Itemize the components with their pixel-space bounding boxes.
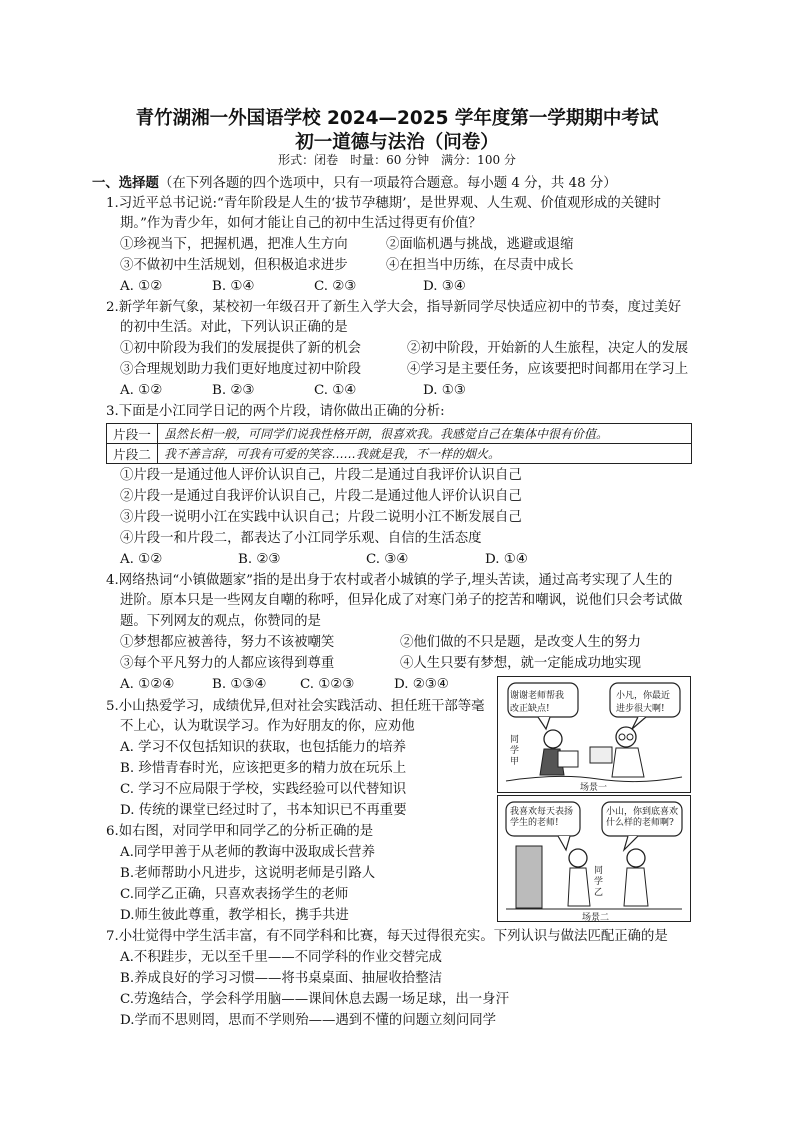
q1-option-b: B. ①④ — [212, 279, 255, 294]
q4-option-b: B. ①③④ — [212, 677, 267, 692]
scene2-bubble-left-text: 我喜欢每天表扬学生的老师! — [510, 807, 574, 828]
q5-option-c: C. 学习不应局限于学校，实践经验可以代替知识 — [120, 782, 407, 797]
q1-statement-2: ②面临机遇与挑战，逃避或退缩 — [386, 237, 574, 252]
q7-option-b: B.养成良好的学习习惯——将书桌桌面、抽屉收拾整洁 — [120, 971, 443, 986]
fragment-1-text: 虽然长相一般，可同学们说我性格开朗，很喜欢我。我感觉自己在集体中很有价值。 — [158, 424, 692, 444]
fragment-row-1 — [107, 424, 692, 444]
q5-option-d: D. 传统的课堂已经过时了，书本知识已不再重要 — [120, 803, 407, 818]
scene1-caption: 场景一 — [580, 783, 608, 793]
q3-option-b: B. ②③ — [238, 552, 281, 567]
q3-statement-3: ③片段一说明小江在实践中认识自己；片段二说明小江不断发展自己 — [120, 510, 522, 525]
exam-title: 青竹湖湘一外国语学校 2024—2025 学年度第一学期期中考试 — [135, 108, 659, 129]
q3-option-c: C. ③④ — [366, 552, 409, 567]
scene2-student-label: 同学乙 — [594, 866, 604, 898]
q4-stem-line2: 进阶。原本只是一些网友自嘲的称呼，但异化成了对寒门弟子的挖苦和嘲讽，说他们只会考试做 — [120, 593, 683, 608]
q4-statement-1: ①梦想都应被善待，努力不该被嘲笑 — [120, 635, 335, 650]
comic-scene-2 — [497, 795, 691, 922]
q4-option-c: C. ①②③ — [300, 677, 355, 692]
q5-stem-line1: 5.小山热爱学习，成绩优异,但对社会实践活动、担任班干部等毫 — [106, 699, 485, 714]
q4-statement-2: ②他们做的不只是题，是改变人生的努力 — [400, 635, 642, 650]
q2-stem-line1: 2.新学年新气象，某校初一年级召开了新生入学大会，指导新同学尽快适应初中的节奏，度过美好 — [106, 300, 682, 315]
q1-option-c: C. ②③ — [314, 279, 357, 294]
q2-option-b: B. ②③ — [212, 383, 255, 398]
q1-option-a: A. ①② — [120, 279, 163, 294]
q6-option-b: B.老师帮助小凡进步，这说明老师是引路人 — [120, 866, 376, 881]
q3-stem-line1: 3.下面是小江同学日记的两个片段，请你做出正确的分析: — [106, 404, 445, 419]
exam-subtitle: 初一道德与法治（问卷） — [295, 132, 499, 153]
scene1-bubble-left-text: 谢谢老师帮我改正缺点! — [510, 691, 565, 714]
q4-option-d: D. ②③④ — [394, 677, 449, 692]
q4-option-a: A. ①②④ — [120, 677, 175, 692]
diary-fragments-table — [106, 423, 692, 464]
fragment-row-2 — [107, 444, 692, 464]
scene2-bubble-right-text: 小山，你到底喜欢什么样的老师啊? — [606, 807, 679, 828]
q6-option-a: A.同学甲善于从老师的教诲中汲取成长营养 — [120, 845, 375, 860]
q3-statement-1: ①片段一是通过他人评价认识自己，片段二是通过自我评价认识自己 — [120, 468, 522, 483]
q1-statement-1: ①珍视当下，把握机遇，把准人生方向 — [120, 237, 348, 252]
scene1-student-label: 同学甲 — [510, 735, 520, 767]
q2-option-d: D. ①③ — [423, 383, 466, 398]
q7-option-d: D.学而不思则罔，思而不学则殆——遇到不懂的问题立刻问同学 — [120, 1013, 497, 1028]
section-heading: 一、选择题 — [92, 175, 159, 191]
scene2-caption: 场景二 — [582, 913, 610, 923]
section-heading-row — [92, 173, 617, 194]
q4-statement-3: ③每个平凡努力的人都应该得到尊重 — [120, 656, 335, 671]
q3-option-a: A. ①② — [120, 552, 163, 567]
q4-stem-line3: 题。下列网友的观点，你赞同的是 — [120, 614, 321, 629]
q6-option-c: C.同学乙正确，只喜欢表扬学生的老师 — [120, 887, 349, 902]
q5-stem-line2: 不上心，认为耽误学习。作为好朋友的你，应劝他 — [120, 719, 415, 734]
q1-statement-3: ③不做初中生活规划，但积极追求进步 — [120, 258, 348, 273]
q3-statement-4: ④片段一和片段二，都表达了小江同学乐观、自信的生活态度 — [120, 531, 482, 546]
q2-statement-1: ①初中阶段为我们的发展提供了新的机会 — [120, 341, 362, 356]
q2-statement-2: ②初中阶段，开始新的人生旅程，决定人的发展 — [407, 341, 689, 356]
q1-stem-line1: 1.习近平总书记说:“青年阶段是人生的‘拔节孕穗期’，是世界观、人生观、价值观形成的关键时 — [106, 196, 661, 211]
section-instruction: （在下列各题的四个选项中，只有一项最符合题意。每小题 4 分，共 48 分） — [158, 176, 617, 191]
q7-option-a: A.不积跬步，无以至千里——不同学科的作业交替完成 — [120, 950, 442, 965]
q5-option-a: A. 学习不仅包括知识的获取，也包括能力的培养 — [120, 740, 406, 755]
q6-option-d: D.师生彼此尊重，教学相长，携手共进 — [120, 908, 349, 923]
fragment-2-text: 我不善言辞，可我有可爱的笑容……我就是我，不一样的烟火。 — [158, 444, 692, 464]
q1-statement-4: ④在担当中历练，在尽责中成长 — [386, 258, 574, 273]
scene1-bubble-right-text: 小凡，你最近进步很大啊! — [616, 691, 671, 714]
q5-option-b: B. 珍惜青春时光，应该把更多的精力放在玩乐上 — [120, 761, 407, 776]
q4-statement-4: ④人生只要有梦想，就一定能成功地实现 — [400, 656, 642, 671]
q2-statement-3: ③合理规划助力我们更好地度过初中阶段 — [120, 362, 362, 377]
q2-option-a: A. ①② — [120, 383, 163, 398]
q2-option-c: C. ①④ — [314, 383, 357, 398]
q1-option-d: D. ③④ — [423, 279, 466, 294]
q4-stem-line1: 4.网络热词“小镇做题家”指的是出身于农村或者小城镇的学子,埋头苦读，通过高考实现了人生的 — [106, 573, 673, 588]
fragment-2-label: 片段二 — [107, 444, 158, 464]
q6-stem-line1: 6.如右图，对同学甲和同学乙的分析正确的是 — [106, 824, 374, 839]
q7-stem-line1: 7.小壮觉得中学生活丰富，有不同学科和比赛，每天过得很充实。下列认识与做法匹配正确的是 — [106, 929, 668, 944]
q1-stem-line2: 期。”作为青少年，如何才能让自己的初中生活过得更有价值？ — [120, 216, 482, 231]
q2-statement-4: ④学习是主要任务，应该要把时间都用在学习上 — [407, 362, 689, 377]
comic-scene-1 — [497, 676, 691, 793]
q3-option-d: D. ①④ — [485, 552, 528, 567]
exam-meta: 形式：闭卷 时量：60 分钟 满分：100 分 — [278, 153, 516, 167]
fragment-1-label: 片段一 — [107, 424, 158, 444]
q7-option-c: C.劳逸结合，学会科学用脑——课间休息去踢一场足球，出一身汗 — [120, 992, 509, 1007]
q2-stem-line2: 的初中生活。对此，下列认识正确的是 — [120, 320, 348, 335]
q3-statement-2: ②片段一是通过自我评价认识自己，片段二是通过他人评价认识自己 — [120, 489, 522, 504]
